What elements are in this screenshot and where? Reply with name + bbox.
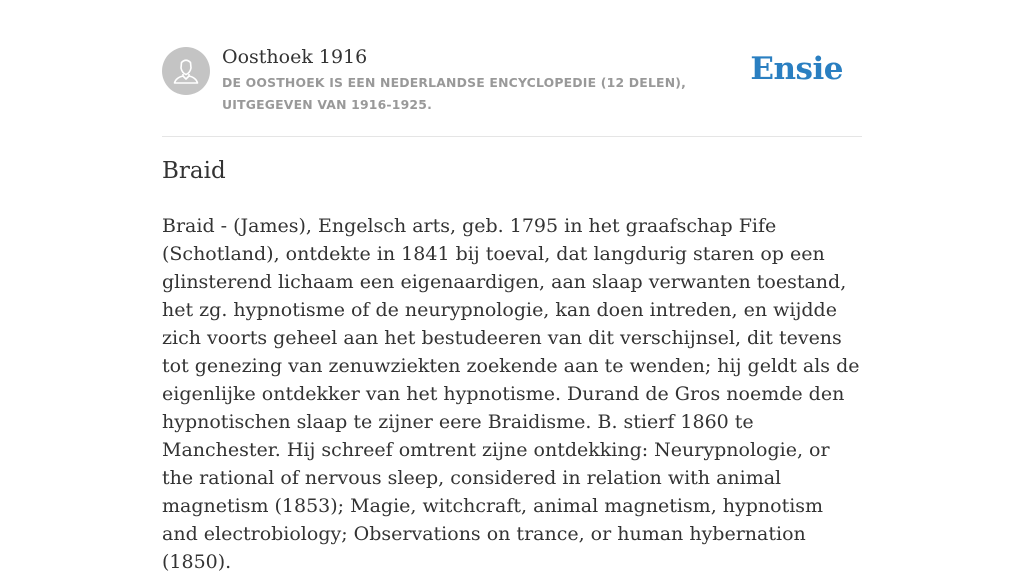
article-title: Braid (162, 158, 226, 184)
source-title[interactable]: Oosthoek 1916 (222, 46, 368, 68)
user-avatar-icon (162, 47, 210, 95)
person-outline-icon (162, 47, 210, 95)
source-header (162, 44, 862, 137)
source-description: DE OOSTHOEK IS EEN NEDERLANDSE ENCYCLOPEDIE (12 DELEN), UITGEGEVEN VAN 1916-1925. (222, 75, 687, 112)
article-body: Braid - (James), Engelsch arts, geb. 1795 in het graafschap Fife (Schotland), ontdekte in 1841 bij toeval, dat langdurig staren op een glinsterend lichaam een eigenaardigen, aan slaap verwanten toestand, het zg. hypnotisme of de neurypnologie, kan doen intreden, en wijdde zich voorts geheel aan het bestudeeren van dit verschijnsel, dit tevens tot genezing van zenuwziekten zoekende aan te wenden; hij geldt als de eigenlijke ontdekker van het hypnotisme. Durand de Gros noemde den hypnotischen slaap te zijner eere Braidisme. B. stierf 1860 te Manchester. Hij schreef omtrent zijne ontdekking: Neurypnologie, or the rational of nervous sleep, considered in relation with animal magnetism (1853); Magie, witchcraft, animal magnetism, hypnotism and electrobiology; Observations on trance, or human hybernation (1850). (162, 215, 860, 573)
ensie-logo[interactable]: Ensie (750, 51, 843, 87)
